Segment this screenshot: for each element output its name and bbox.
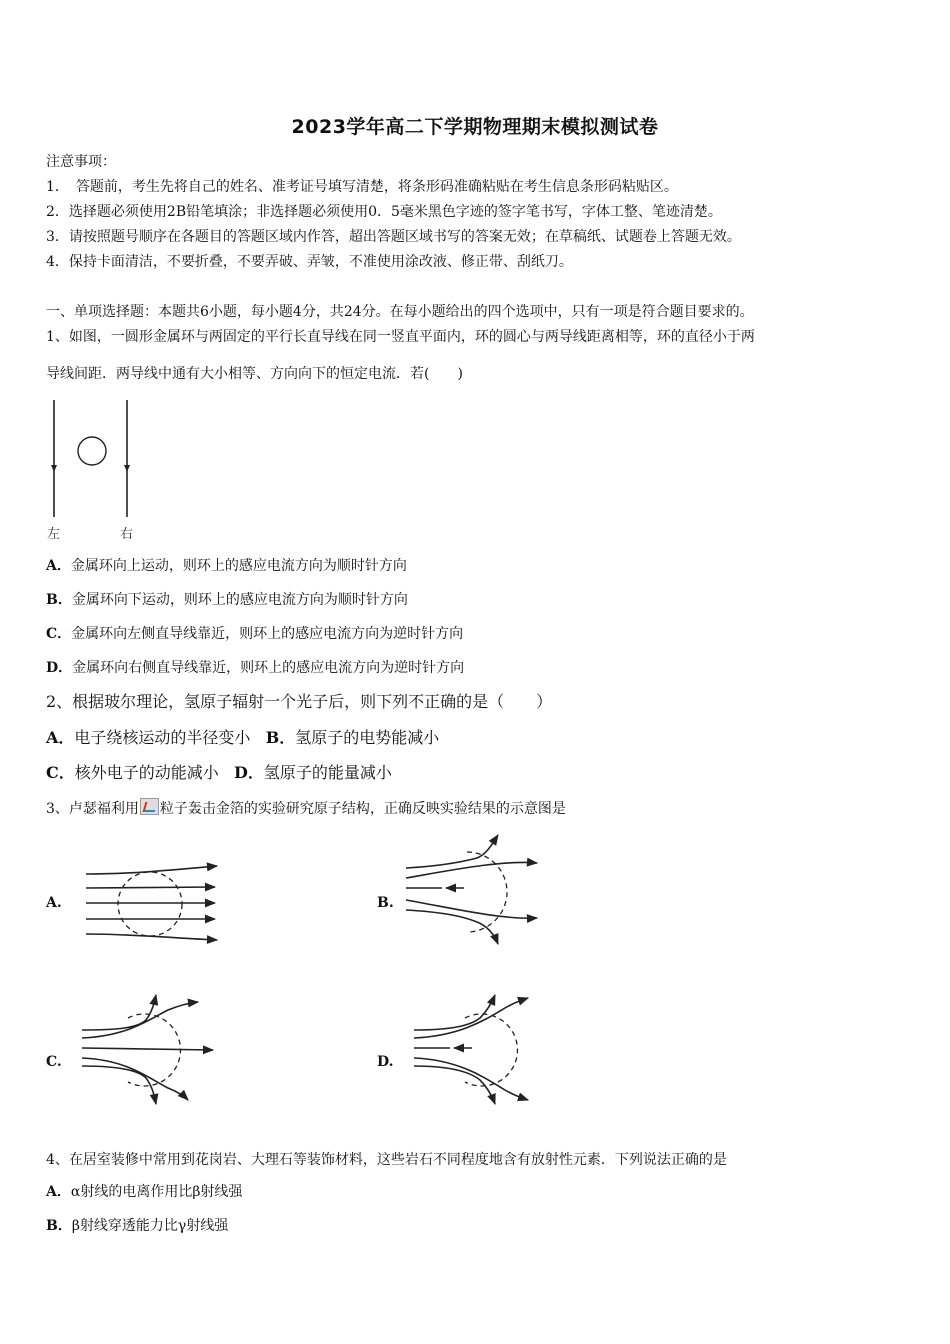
option-text: β射线穿透能力比γ射线强 bbox=[71, 1218, 229, 1234]
option-text: 氢原子的能量减小 bbox=[263, 763, 392, 782]
question-1-option-b bbox=[46, 590, 408, 610]
option-text: 金属环向上运动，则环上的感应电流方向为顺时针方向 bbox=[70, 558, 407, 574]
alpha-track bbox=[82, 1002, 198, 1038]
option-label: B． bbox=[46, 592, 72, 608]
question-3-label-d: D. bbox=[377, 1054, 394, 1070]
question-1-option-c bbox=[46, 624, 463, 644]
current-arrow-left bbox=[51, 465, 57, 472]
option-label: D． bbox=[234, 763, 264, 782]
option-text: 金属环向左侧直导线靠近，则环上的感应电流方向为逆时针方向 bbox=[71, 626, 464, 642]
question-2-stem: 2、根据玻尔理论，氢原子辐射一个光子后，则下列不正确的是（ ） bbox=[46, 692, 553, 711]
question-1-stem-line2: 导线间距．两导线中通有大小相等、方向向下的恒定电流．若( ) bbox=[46, 366, 463, 382]
notice-heading: 注意事项： bbox=[46, 154, 116, 170]
question-3-label-c: C. bbox=[46, 1054, 62, 1070]
question-2-options-row2 bbox=[46, 763, 392, 783]
question-1-figure bbox=[40, 395, 150, 545]
question-4-option-b bbox=[46, 1216, 228, 1236]
option-label: C． bbox=[46, 763, 75, 782]
option-label: D． bbox=[46, 660, 73, 676]
question-3-label-a: A. bbox=[46, 895, 62, 911]
question-3-stem bbox=[46, 798, 566, 819]
option-text: 金属环向右侧直导线靠近，则环上的感应电流方向为逆时针方向 bbox=[72, 660, 465, 676]
alpha-track bbox=[414, 1066, 495, 1104]
option-label: B． bbox=[46, 1218, 72, 1234]
page-title: 2023学年高二下学期物理期末模拟测试卷 bbox=[291, 116, 659, 138]
alpha-track bbox=[86, 866, 217, 874]
question-3-figure-c bbox=[78, 990, 218, 1108]
alpha-symbol-image-icon bbox=[140, 798, 159, 815]
gold-atom bbox=[118, 872, 182, 936]
question-4-option-a bbox=[46, 1182, 242, 1202]
option-text: 金属环向下运动，则环上的感应电流方向为顺时针方向 bbox=[71, 592, 408, 608]
question-1-stem-line1: 1、如图，一圆形金属环与两固定的平行长直导线在同一竖直平面内，环的圆心与两导线距离相等，环的直径小于两 bbox=[46, 329, 755, 345]
notice-item: 2．选择题必须使用2B铅笔填涂；非选择题必须使用0．5毫米黑色字迹的签字笔书写，字体工整、笔迹清楚。 bbox=[46, 204, 722, 220]
label-left: 左 bbox=[47, 527, 61, 542]
metal-ring bbox=[78, 437, 106, 465]
alpha-track bbox=[414, 995, 495, 1030]
alpha-track bbox=[414, 1058, 528, 1100]
alpha-track bbox=[406, 900, 537, 918]
question-3-figure-d bbox=[410, 990, 550, 1108]
question-1-option-d bbox=[46, 658, 464, 678]
alpha-track bbox=[414, 998, 528, 1038]
option-text: α射线的电离作用比β射线强 bbox=[70, 1184, 243, 1200]
alpha-track bbox=[82, 1048, 213, 1050]
question-4-stem: 4、在居室装修中常用到花岗岩、大理石等装饰材料，这些岩石不同程度地含有放射性元素．下列说法正确的是 bbox=[46, 1152, 727, 1168]
stem-part: 粒子轰击金箔的实验研究原子结构，正确反映实验结果的示意图是 bbox=[159, 801, 566, 817]
question-1-option-a bbox=[46, 556, 407, 576]
notice-item: 1． 答题前，考生先将自己的姓名、准考证号填写清楚，将条形码准确粘贴在考生信息条形码粘贴区。 bbox=[46, 179, 678, 195]
option-label: B． bbox=[265, 728, 296, 747]
option-label: A． bbox=[46, 1184, 71, 1200]
stem-part: 3、卢瑟福利用 bbox=[46, 801, 139, 817]
alpha-track bbox=[82, 1066, 156, 1104]
alpha-track bbox=[406, 862, 537, 878]
question-3-figure-b bbox=[402, 830, 542, 948]
option-text: 氢原子的电势能减小 bbox=[295, 728, 440, 747]
alpha-track bbox=[86, 934, 217, 940]
alpha-track bbox=[406, 835, 498, 868]
alpha-track bbox=[86, 887, 215, 888]
alpha-track bbox=[82, 1058, 188, 1100]
option-label: A． bbox=[46, 728, 75, 747]
notice-item: 3．请按照题号顺序在各题目的答题区域内作答，超出答题区域书写的答案无效；在草稿纸、试题卷上答题无效。 bbox=[46, 229, 741, 245]
question-3-label-b: B. bbox=[377, 895, 394, 911]
label-right: 右 bbox=[120, 527, 134, 542]
question-2-options-row1 bbox=[46, 728, 439, 748]
question-3-figure-a bbox=[82, 858, 222, 948]
section-heading: 一、单项选择题：本题共6小题，每小题4分，共24分。在每小题给出的四个选项中，只有一项是符合题目要求的。 bbox=[46, 304, 754, 320]
current-arrow-right bbox=[124, 465, 130, 472]
alpha-track bbox=[82, 995, 156, 1030]
notice-item: 4．保持卡面清洁，不要折叠，不要弄破、弄皱，不准使用涂改液、修正带、刮纸刀。 bbox=[46, 254, 573, 270]
option-text: 电子绕核运动的半径变小 bbox=[74, 728, 251, 747]
option-label: A． bbox=[46, 558, 71, 574]
alpha-track bbox=[406, 910, 498, 944]
option-label: C． bbox=[46, 626, 72, 642]
option-text: 核外电子的动能减小 bbox=[74, 763, 219, 782]
